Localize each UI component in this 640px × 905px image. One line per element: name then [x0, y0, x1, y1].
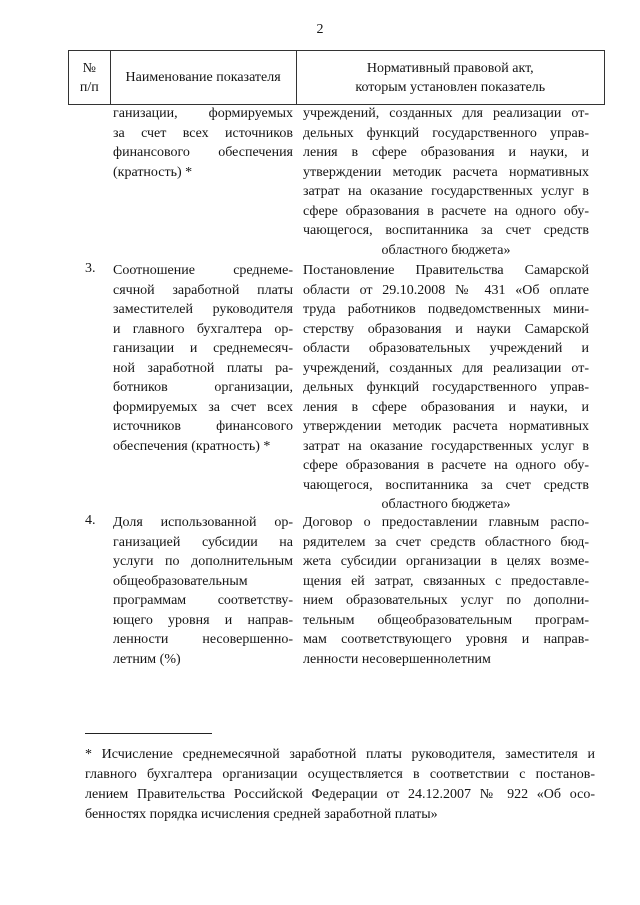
header-legal-act-line2: которым установлен показатель: [355, 79, 546, 95]
text-line: ганизации, формируемых: [113, 106, 293, 121]
text-line: стерству образования и науки Самарской: [303, 321, 589, 337]
row-3-indicator: [113, 261, 293, 456]
text-line: (кратность) *: [113, 164, 193, 180]
header-number-cell: [69, 51, 111, 105]
text-line: ленности несовершеннолетним: [303, 651, 491, 667]
text-line: щения ей затрат, связанных с предоставле-: [303, 573, 589, 589]
text-line: труда работников подведомственных мини-: [303, 302, 589, 317]
text-line: и главного бухгалтера ор-: [113, 321, 293, 337]
text-line: ющего уровня и направ-: [113, 612, 293, 628]
header-number-abbrev: п/п: [79, 79, 99, 95]
header-number-symbol: №: [82, 60, 97, 76]
text-line: затрат на оказание государственных услуг в: [303, 438, 589, 454]
footnote-line: бенностях порядка исчисления средней заработной платы»: [85, 807, 438, 822]
text-line: тельным общеобразовательным програм-: [303, 612, 589, 628]
header-legal-act-line1: Нормативный правовой акт,: [366, 60, 534, 76]
row-4-indicator: [113, 513, 293, 669]
footnote: [85, 745, 595, 825]
text-line: затрат на оказание государственных услуг в: [303, 184, 589, 199]
text-line: ганизации и среднемесяч-: [113, 341, 293, 356]
text-line: общеобразовательным: [113, 573, 248, 589]
row-continued-legal-act: [303, 104, 589, 260]
text-line: рядителем за счет средств областного бюд-: [303, 534, 589, 550]
page-number: 2: [316, 22, 324, 37]
header-legal-act-cell: [296, 51, 604, 105]
text-line: программам соответству-: [113, 593, 293, 608]
text-line: сячной заработной платы: [113, 282, 293, 298]
row-continued-indicator: [113, 104, 293, 182]
footnote-line: главного бухгалтера организации осуществляется в соответствии с постанов-: [85, 767, 595, 782]
text-line: ленности несовершенно-: [113, 632, 293, 647]
footnote-line: * Исчисление среднемесячной заработной платы руководителя, заместителя и: [85, 747, 595, 762]
text-line: утверждении методик расчета нормативных: [303, 164, 589, 180]
header-indicator-name: Наименование показателя: [110, 51, 296, 105]
text-line: ления в сфере образования и науки, и: [303, 399, 589, 415]
text-line: областного бюджета»: [381, 497, 511, 512]
text-line: Доля использованной ор-: [113, 515, 293, 530]
text-line: ботников организации,: [113, 380, 293, 395]
text-line: ления в сфере образования и науки, и: [303, 145, 589, 160]
table-header: [68, 50, 605, 105]
text-line: сфере образования в расчете на одного обу-: [303, 203, 589, 219]
text-line: за счет всех источников: [113, 125, 293, 141]
text-line: области образовательных учреждений и: [303, 341, 589, 356]
text-line: Соотношение среднеме-: [113, 263, 293, 278]
footnote-divider: [85, 733, 212, 734]
row-number: 4.: [85, 513, 96, 528]
text-line: сфере образования в расчете на одного обу-: [303, 458, 589, 473]
text-line: услуги по дополнительным: [113, 554, 293, 569]
text-line: ганизацией субсидии на: [113, 534, 293, 550]
text-line: чающегося, воспитанника за счет средств: [303, 223, 589, 238]
text-line: обеспечения (кратность) *: [113, 438, 271, 454]
text-line: чающегося, воспитанника за счет средств: [303, 477, 589, 493]
text-line: дельных функций государственного управ-: [303, 125, 589, 141]
text-line: Договор о предоставлении главным распо-: [303, 515, 589, 530]
text-line: источников финансового: [113, 419, 293, 434]
text-line: дельных функций государственного управ-: [303, 380, 589, 395]
text-line: областного бюджета»: [381, 242, 511, 258]
text-line: формируемых за счет всех: [113, 399, 293, 415]
text-line: области от 29.10.2008 № 431 «Об оплате: [303, 282, 589, 298]
text-line: учреждений, созданных для реализации от-: [303, 106, 589, 121]
text-line: летним (%): [113, 651, 181, 667]
text-line: Постановление Правительства Самарской: [303, 263, 589, 278]
text-line: ной заработной платы ра-: [113, 360, 293, 376]
text-line: заместителей руководителя: [113, 302, 293, 317]
row-number: 3.: [85, 261, 96, 276]
text-line: мам соответствующего уровня и направ-: [303, 632, 589, 647]
text-line: учреждений, созданных для реализации от-: [303, 360, 589, 376]
row-4-legal-act: [303, 513, 589, 669]
text-line: нием образовательных услуг по дополни-: [303, 593, 589, 608]
row-3-legal-act: [303, 261, 589, 515]
text-line: жета субсидии организации в целях возме-: [303, 554, 589, 569]
footnote-line: лением Правительства Российской Федерации от 24.12.2007 № 922 «Об осо-: [85, 787, 595, 802]
text-line: утверждении методик расчета нормативных: [303, 419, 589, 434]
text-line: финансового обеспечения: [113, 145, 293, 160]
